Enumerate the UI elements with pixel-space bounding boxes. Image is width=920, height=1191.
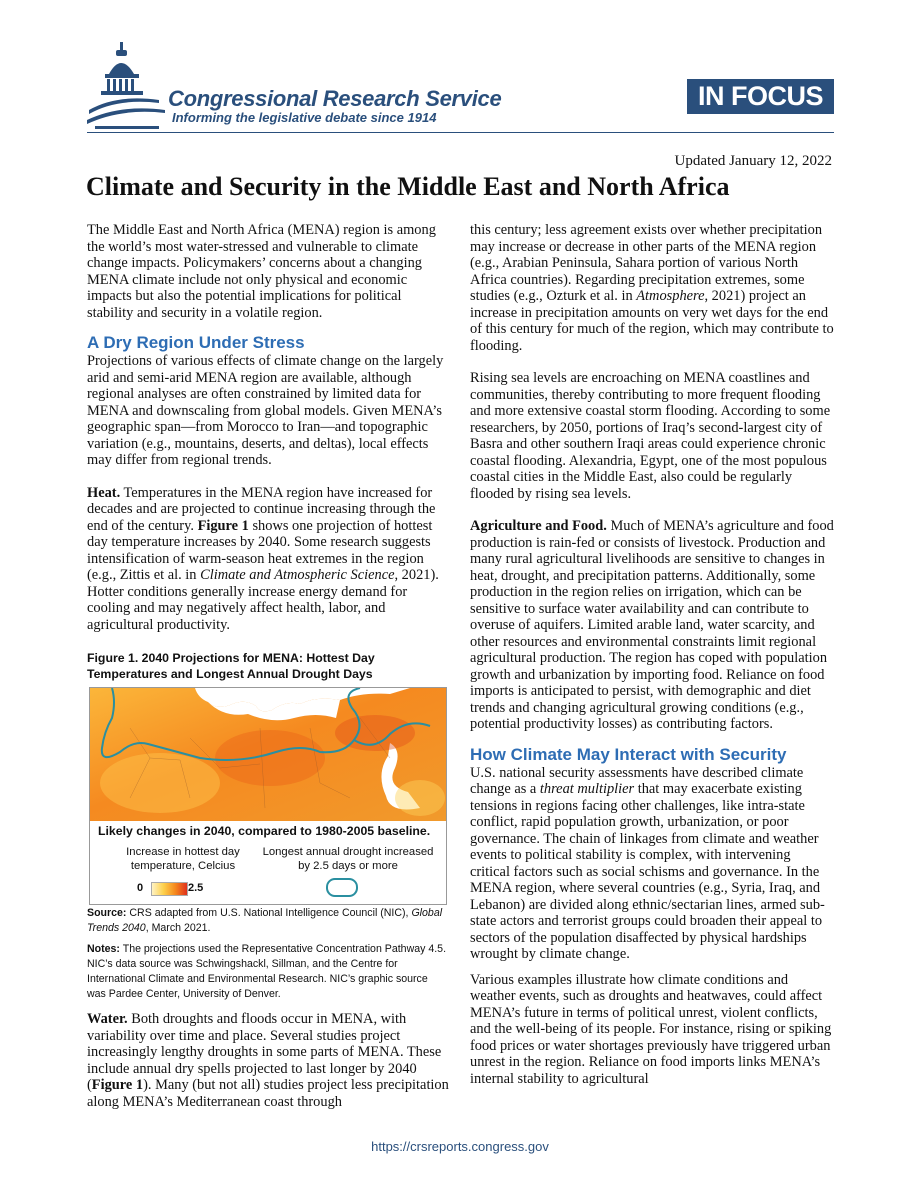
updated-date: Updated January 12, 2022: [674, 153, 832, 169]
map-legend: [90, 821, 446, 904]
page-title: Climate and Security in the Middle East and North Africa: [86, 172, 730, 201]
section-heading-security: How Climate May Interact with Security: [470, 744, 787, 764]
header-divider: [87, 132, 834, 133]
drought-outline-symbol: [326, 878, 358, 897]
column-left-top: [87, 222, 449, 682]
scale-max: 2.5: [188, 882, 204, 894]
dry-region-paragraph: Projections of various effects of climate change on the largely arid and semi-arid MENA region are available, although regional analyses are often constrained by limited data for MENA and downscaling from global models. Given MENA’s geographic span—from Morocco to Iran—and topographic variation (e.g., mountains, deserts, and deltas), local effects may differ from regional trends.: [87, 353, 444, 468]
mena-heat-map: [90, 688, 446, 822]
org-name: Congressional Research Service: [168, 86, 502, 111]
footer-url[interactable]: https://crsreports.congress.gov: [371, 1139, 549, 1154]
security-paragraph: U.S. national security assessments have described climate change as a threat multiplier that may exacerbate existing tensions in regions facing other challenges, like intra-state conflict, rapid population growth, urbanization, or poor governance. The chain of linkages from climate and weather events to political stability is complex, with intervening critical factors such as social schisms and governance. In the MENA region, where several countries (e.g., Syria, Iraq, and Lebanon) are divided along ethnic/sectarian lines, armed sub-state actors and terrorist groups could broaden their appeal to sectors of the population disaffected by physical hardships wrought by climate change.: [470, 764, 825, 962]
water-continued-paragraph: this century; less agreement exists over whether precipitation may increase or decrease in other parts of the MENA region (e.g., Arabian Peninsula, Sahara portion of various North Africa countries). Regarding precipitation extremes, some studies (e.g., Ozturk et al. in Atmosphere, 2021) project an increase in precipitation amounts on very wet days for the end of this century for much of the region, which may contribute to flooding.: [470, 222, 834, 354]
capitol-dome-logo: [87, 42, 167, 130]
water-paragraph: Water. Both droughts and floods occur in MENA, with variability over time and place. Several studies project increasingly lengthy droughts in some parts of MENA. These include annual dry spells projected to last longer by 2040 (Figure 1). Many (but not all) studies project less precipitation along MENA’s Mediterranean coast through: [87, 1011, 449, 1110]
intro-paragraph: The Middle East and North Africa (MENA) region is among the world’s most water-stressed and vulnerable to climate change impacts. Policymakers’ concerns about a changing MENA climate include not only physical and economic impacts but also the potential implications for political stability and security in a volatile region.: [87, 222, 436, 321]
column-right: [470, 222, 834, 1087]
column-left-bottom: [87, 906, 449, 1110]
scale-min: 0: [137, 882, 144, 894]
legend-title: Likely changes in 2040, compared to 1980-2005 baseline.: [98, 824, 431, 838]
section-heading-dry-region: A Dry Region Under Stress: [87, 333, 305, 352]
agriculture-paragraph: Agriculture and Food. Much of MENA’s agriculture and food production is rain-fed or consists of livestock. Production and many rural agricultural livelihoods are sensitive to changes in heat, drought, and precipitation patterns. Additionally, some production in the region relies on irrigation, which can be sensitive to surface water availability and can contribute to overuse of aquifers. Limited arable land, water scarcity, and other resources and environmental constraints limit regional agricultural production. The region has coped with population growth and urbanization by importing food. Reliance on food imports is anticipated to persist, with demographic and diet trends and changing agricultural growing conditions (e.g., potential productivity losses) as contributing factors.: [470, 518, 834, 732]
legend-drought-label: Longest annual drought increased by 2.5 days or more: [262, 846, 434, 872]
org-tagline: Informing the legislative debate since 1914: [172, 110, 437, 125]
figure-1-map: [89, 687, 447, 905]
figure-source: Source: CRS adapted from U.S. National Intelligence Council (NIC), Global Trends 2040, March 2021.: [87, 907, 443, 934]
legend-heat-label: Increase in hottest day temperature, Celcius: [126, 846, 240, 872]
sea-level-paragraph: Rising sea levels are encroaching on MENA coastlines and communities, thereby contributing to more frequent flooding and more extensive coastal storm flooding. According to some researchers, by 2050, portions of Iraq’s second-largest city of Basra and other southern Iraqi areas could experience chronic coastal flooding. Alexandria, Egypt, one of the most populous coastal cities in the Middle East, also could be regularly flooded by rising sea levels.: [470, 370, 831, 502]
figure-notes: Notes: The projections used the Representative Concentration Pathway 4.5. NIC’s data source was Schwingshackl, Sillman, and the Centre for International Climate and Environmental Research. NIC’s graphic source was Pardee Center, University of Denver.: [87, 943, 447, 1000]
figure-caption: Figure 1. 2040 Projections for MENA: Hottest Day Temperatures and Longest Annual Drought Days: [87, 651, 375, 681]
in-focus-badge: IN FOCUS: [687, 79, 834, 114]
heat-paragraph: Heat. Temperatures in the MENA region have increased for decades and are projected to continue increasing through the end of the century. Figure 1 shows one projection of hottest day temperature increases by 2040. Some research suggests intensification of warm-season heat extremes in the region (e.g., Zittis et al. in Climate and Atmospheric Science, 2021). Hotter conditions generally increase energy demand for cooling and may negatively affect health, labor, and agricultural productivity.: [87, 484, 439, 633]
color-scale-ramp: [151, 882, 188, 896]
examples-paragraph: Various examples illustrate how climate conditions and weather events, such as droughts and heatwaves, could affect MENA’s future in terms of political unrest, violent conflicts, and the well-being of its people. For instance, rising or spiking food prices or water shortages previously have triggered urban unrest in the region. Reliance on food imports links MENA’s internal stability to agricultural: [470, 971, 832, 1087]
